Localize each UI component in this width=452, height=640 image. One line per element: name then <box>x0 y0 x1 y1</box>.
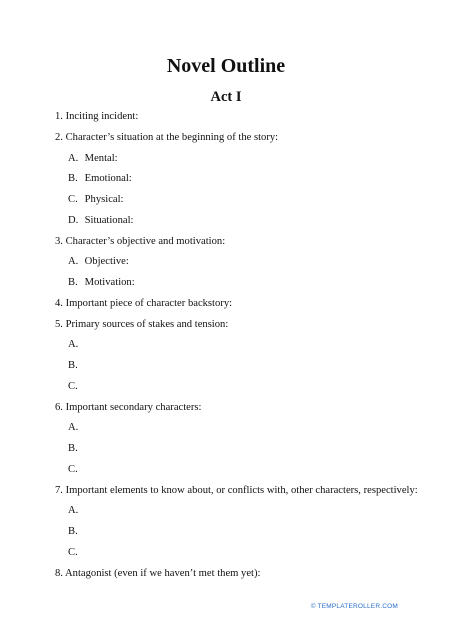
outline-sub-item <box>68 172 132 186</box>
outline-sub-item <box>68 525 82 539</box>
outline-question <box>55 484 418 498</box>
sub-item-letter: B. <box>68 360 78 371</box>
sub-item-letter: C. <box>68 194 78 205</box>
sub-item-letter: C. <box>68 463 78 475</box>
outline-sub-item <box>68 255 129 269</box>
sub-item-letter: D. <box>68 214 79 226</box>
outline-sub-item <box>68 338 82 352</box>
outline-question <box>55 567 260 581</box>
outline-sub-item <box>68 359 82 373</box>
page-title: Novel Outline <box>166 55 286 77</box>
outline-sub-item <box>68 546 82 560</box>
outline-sub-item <box>68 380 82 394</box>
sub-item-letter: B. <box>68 443 78 454</box>
question-text: 4. Important piece of character backstory: <box>55 297 233 309</box>
sub-item-letter: A. <box>68 152 79 164</box>
outline-question <box>55 110 138 124</box>
sub-item-label: Mental: <box>82 152 118 164</box>
outline-sub-item <box>68 214 134 228</box>
outline-question <box>55 318 228 332</box>
outline-sub-item <box>68 421 82 435</box>
question-text: 1. Inciting incident: <box>55 111 139 122</box>
outline-question <box>55 131 278 145</box>
sub-item-label: Situational: <box>82 214 134 226</box>
outline-sub-item <box>68 442 82 456</box>
sub-item-letter: C. <box>68 546 78 558</box>
sub-item-letter: C. <box>68 380 78 392</box>
outline-question <box>55 401 201 415</box>
question-text: 6. Important secondary characters: <box>55 401 202 413</box>
outline-question <box>55 235 225 249</box>
question-text: 8. Antagonist (even if we haven’t met them yet): <box>55 567 261 579</box>
sub-item-letter: A. <box>68 256 79 268</box>
question-text: 3. Character’s objective and motivation: <box>55 235 226 247</box>
sub-item-label: Objective: <box>82 256 129 268</box>
outline-sub-item <box>68 463 82 477</box>
outline-question <box>55 297 232 311</box>
sub-item-label: Physical: <box>82 194 124 205</box>
outline-sub-item <box>68 276 135 290</box>
sub-item-letter: A. <box>68 505 79 517</box>
question-text: 2. Character’s situation at the beginning of the story: <box>55 131 279 143</box>
question-text: 7. Important elements to know about, or conflicts with, other characters, respectively: <box>55 484 418 496</box>
sub-item-letter: B. <box>68 526 78 537</box>
sub-item-letter: B. <box>68 277 78 288</box>
sub-item-letter: A. <box>68 422 79 434</box>
question-text: 5. Primary sources of stakes and tension: <box>55 318 229 330</box>
outline-sub-item <box>68 152 118 166</box>
section-heading: Act I <box>210 89 242 105</box>
outline-sub-item <box>68 504 82 518</box>
outline-sub-item <box>68 193 124 207</box>
footer-watermark[interactable]: © TEMPLATEROLLER.COM <box>310 603 398 610</box>
sub-item-letter: B. <box>68 173 78 185</box>
sub-item-label: Emotional: <box>82 173 132 185</box>
sub-item-label: Motivation: <box>82 277 135 288</box>
sub-item-letter: A. <box>68 339 79 351</box>
